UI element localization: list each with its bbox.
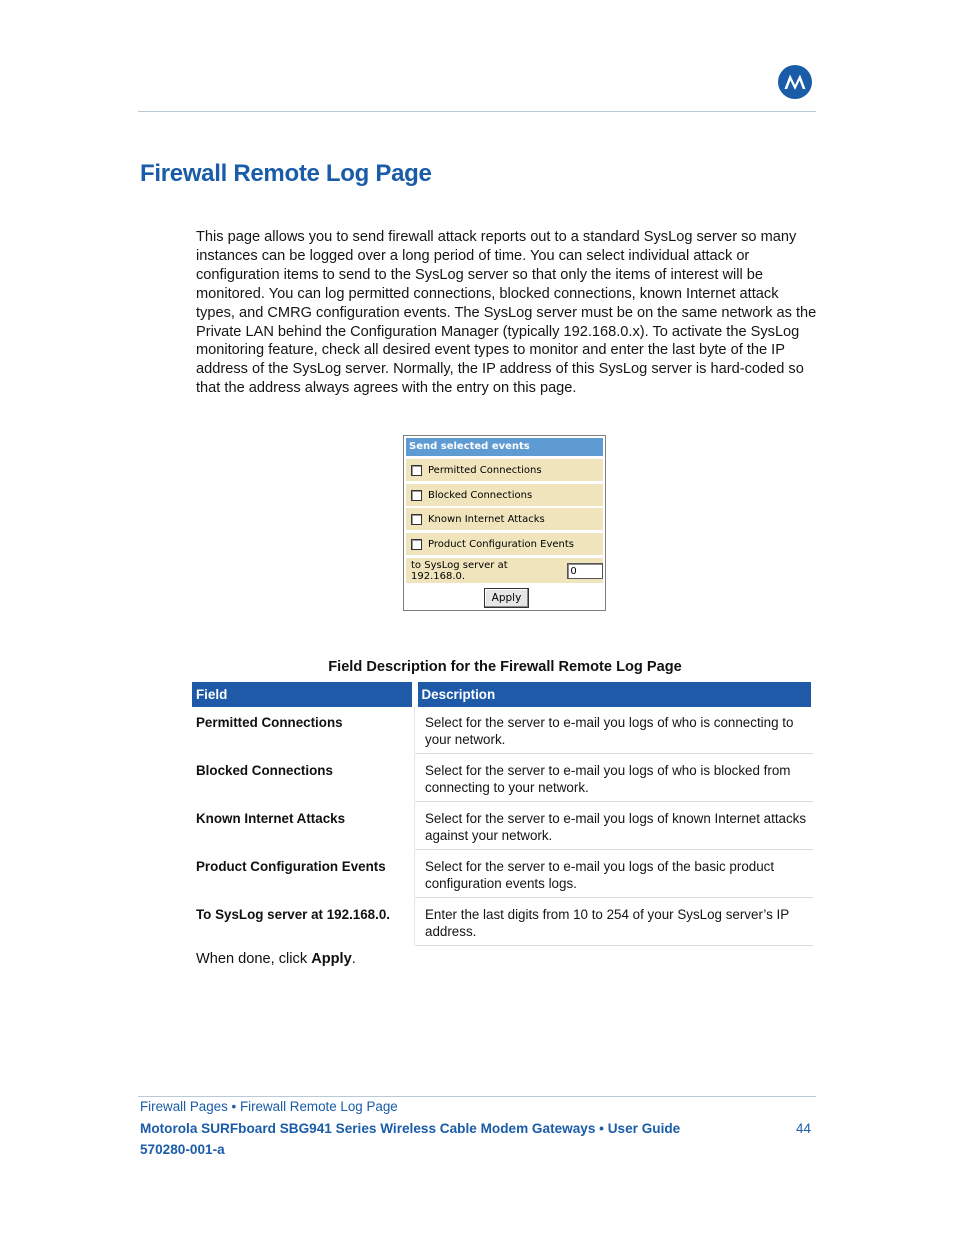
checkbox-label: Product Configuration Events [428,538,575,550]
field-description-cell: Select for the server to e-mail you logs of known Internet attacks against your network. [415,802,813,850]
field-description-cell: Select for the server to e-mail you logs of the basic product configuration events logs. [415,850,813,898]
table-row [192,707,813,754]
checkbox-label: Known Internet Attacks [428,513,545,525]
permitted-connections-checkbox[interactable] [411,465,422,476]
checkbox-label: Blocked Connections [428,489,533,501]
document-number: 570280-001-a [140,1142,225,1157]
checkbox-label: Permitted Connections [428,464,542,476]
syslog-server-row [406,558,603,583]
syslog-ip-input[interactable]: 0 [567,563,603,579]
header-divider [138,111,816,112]
field-description-cell: Select for the server to e-mail you logs of who is connecting to your network. [415,707,813,754]
checkbox-row-permitted-connections [406,459,603,481]
field-description-cell: Enter the last digits from 10 to 254 of your SysLog server’s IP address. [415,898,813,946]
page-title: Firewall Remote Log Page [140,160,432,187]
field-name-cell: Blocked Connections [192,754,415,802]
field-description-table [192,682,814,946]
checkbox-row-known-internet-attacks [406,508,603,530]
table-row [192,754,813,802]
field-name-cell: Permitted Connections [192,707,415,754]
intro-paragraph: This page allows you to send firewall attack reports out to a standard SysLog server so many instances can be logged over a long period of time. You can select individual attack or configuration items to send to the SysLog server so that only the items of interest will be monitored. You can log permitted connections, blocked connections, known Internet attack types, and CMRG configuration events. The SysLog server must be on the same network as the Private LAN behind the Configuration Manager (typically 192.168.0.x). To activate the SysLog monitoring feature, check all desired event types to monitor and enter the last byte of the IP address of the SysLog server. Normally, the IP address of this SysLog server is hard-coded so that the address always agrees with the entry on this page. [196,229,817,397]
closing-apply-emphasis: Apply [311,951,352,967]
apply-button[interactable]: Apply [484,588,529,608]
field-description-cell: Select for the server to e-mail you logs of who is blocked from connecting to your network. [415,754,813,802]
field-column-header: Field [192,682,415,707]
footer-divider [138,1096,816,1097]
footer-section: Firewall Pages • Firewall Remote Log Page [140,1099,398,1114]
known-internet-attacks-checkbox[interactable] [411,514,422,525]
closing-suffix: . [351,951,356,967]
table-caption: Field Description for the Firewall Remote Log Page [328,659,682,675]
field-name-cell: Product Configuration Events [192,850,415,898]
product-configuration-events-checkbox[interactable] [411,539,422,550]
closing-prefix: When done, click [196,951,312,967]
closing-instruction [196,951,356,967]
page-number: 44 [796,1121,811,1136]
table-header-row [192,682,813,707]
checkbox-row-blocked-connections [406,484,603,506]
field-name-cell: Known Internet Attacks [192,802,415,850]
field-name-cell: To SysLog server at 192.168.0. [192,898,415,946]
description-column-header: Description [415,682,813,707]
syslog-server-label: to SysLog server at 192.168.0. [411,559,508,582]
motorola-logo-icon [778,65,812,99]
blocked-connections-checkbox[interactable] [411,490,422,501]
table-row [192,898,813,946]
table-row [192,802,813,850]
checkbox-row-product-configuration-events [406,533,603,555]
send-selected-events-form [403,435,606,611]
footer-title: Motorola SURFboard SBG941 Series Wireless Cable Modem Gateways • User Guide [140,1121,681,1136]
form-title: Send selected events [406,438,603,456]
table-row [192,850,813,898]
